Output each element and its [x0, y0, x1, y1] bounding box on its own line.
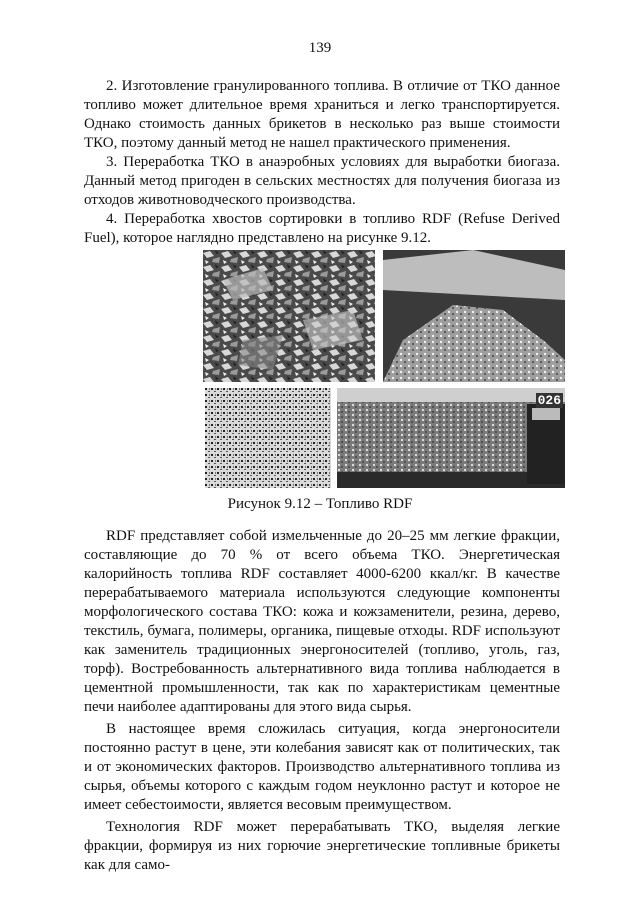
paragraph: Технология RDF может перерабатывать ТКО, выделяя легкие фракции, формируя из них горючие энергетические топливные брикеты как для само-	[84, 819, 560, 873]
paragraph: 3. Переработка ТКО в анаэробных условиях для выработки биогаза. Данный метод пригоден в сельских местностях для получения биогаза из отходов животноводческого производства.	[84, 154, 560, 208]
paragraph: В настоящее время сложилась ситуация, когда энергоносители постоянно растут в цене, эти колебания зависят как от политических, так и от экономических факторов. Производство альтернативного топлива из сырья, объемы которого с каждым годом неуклонно растут и которое не имеет себестоимости, является весовым преимуществом.	[84, 721, 560, 813]
photo-label: 026	[537, 393, 561, 408]
paragraph: 4. Переработка хвостов сортировки в топливо RDF (Refuse Derived Fuel), которое наглядно представлено на рисунке 9.12.	[84, 211, 560, 246]
body-text-top	[84, 77, 560, 248]
figure-caption: Рисунок 9.12 – Топливо RDF	[227, 496, 413, 512]
rdf-pile-photo	[383, 250, 565, 382]
shredded-waste-photo	[203, 250, 375, 382]
body-text-bottom	[84, 527, 560, 875]
figure-rdf-photos	[203, 250, 565, 488]
paragraph: 2. Изготовление гранулированного топлива. В отличие от ТКО данное топливо может длительное время храниться и легко транспортируется. Однако стоимость данных брикетов в несколько раз выше стоимости ТКО, поэтому данный метод не нашел практического применения.	[84, 78, 560, 151]
fine-fraction-photo	[205, 388, 331, 488]
paragraph: RDF представляет собой измельченные до 20–25 мм легкие фракции, составляющие до 70 % от всего объема ТКО. Энергетическая калорийность топлива RDF составляет 4000-6200 ккал/кг. В качестве перерабатываемого материала используются следующие компоненты морфологического состава ТКО: кожа и кожзаменители, резина, дерево, текстиль, бумага, полимеры, органика, пищевые отходы. RDF используют как заменитель традиционных энергоносителей (топливо, уголь, газ, торф). Востребованность альтернативного вида топлива наблюдается в цементной промышленности, так как по характеристикам цементные печи наиболее адаптированы для этого вида сырья.	[84, 528, 560, 715]
rdf-truck-load-photo	[337, 388, 565, 488]
page-number: 139	[308, 40, 332, 56]
